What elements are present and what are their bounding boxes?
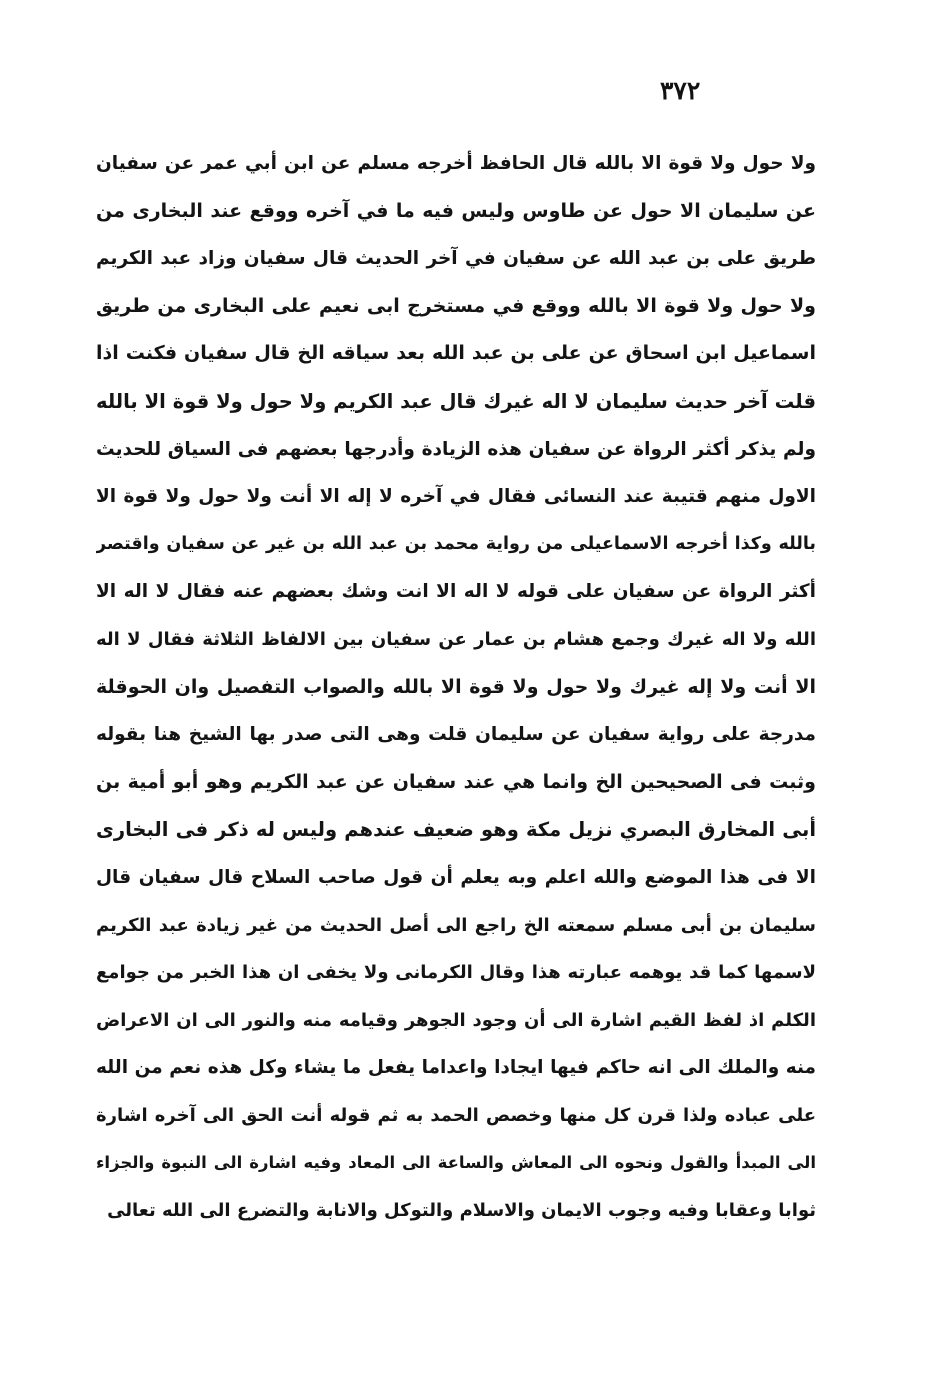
text-line: ولا حول ولا قوة الا بالله قال الحافظ أخرجه مسلم عن ابن أبي عمر عن سفيان	[96, 153, 816, 174]
text-line: الا فى هذا الموضع والله اعلم وبه يعلم أن قول صاحب السلاح قال سفيان قال	[96, 866, 816, 888]
text-line: اسماعيل ابن اسحاق عن على بن عبد الله بعد سياقه الخ قال سفيان فكنت اذا	[96, 342, 816, 365]
text-line: ثوابا وعقابا وفيه وجوب الايمان والاسلام والتوكل والانابة والتضرع الى الله تعالى	[107, 1200, 816, 1222]
text-line: الله ولا اله غيرك وجمع هشام بن عمار عن سفيان بين الالفاظ الثلاثة فقال لا اله	[96, 628, 816, 650]
text-line: لاسمها كما قد يوهمه عبارته هذا وقال الكرمانى ولا يخفى ان هذا الخبر من جوامع	[96, 962, 816, 984]
text-line: سليمان بن أبى مسلم سمعته الخ راجع الى أصل الحديث من غير زيادة عبد الكريم	[96, 914, 816, 936]
text-line: منه والملك الى انه حاكم فيها ايجادا واعداما يفعل ما يشاء وكل هذه نعم من الله	[96, 1057, 816, 1079]
body-text	[96, 140, 816, 1235]
text-line: عن سليمان الا حول عن طاوس وليس فيه ما في آخره ووقع عند البخارى من	[96, 199, 816, 222]
text-line: أكثر الرواة عن سفيان على قوله لا اله الا انت وشك بعضهم عنه فقال لا اله الا	[96, 581, 816, 603]
text-line: قلت آخر حديث سليمان لا اله غيرك قال عبد الكريم ولا حول ولا قوة الا بالله	[96, 389, 816, 413]
text-line: ولم يذكر أكثر الرواة عن سفيان هذه الزيادة وأدرجها بعضهم فى السياق للحديث	[96, 438, 816, 460]
page-number: ٣٧٢	[660, 76, 701, 105]
text-line: الكلم اذ لفظ القيم اشارة الى أن وجود الجوهر وقيامه منه والنور الى ان الاعراض	[96, 1009, 816, 1031]
text-line: طريق على بن عبد الله عن سفيان في آخر الحديث قال سفيان وزاد عبد الكريم	[96, 248, 816, 270]
text-line: بالله وكذا أخرجه الاسماعيلى من رواية محمد بن عبد الله بن غير عن سفيان واقتصر	[96, 533, 816, 554]
text-line: الا أنت ولا إله غيرك ولا حول ولا قوة الا بالله والصواب التفصيل وان الحوقلة	[96, 675, 816, 698]
text-line: وثبت فى الصحيحين الخ وانما هي عند سفيان عن عبد الكريم وهو أبو أمية بن	[96, 770, 816, 793]
text-line: ولا حول ولا قوة الا بالله ووقع في مستخرج ابى نعيم على البخارى من طريق	[96, 294, 816, 317]
text-line: الى المبدأ والقول ونحوه الى المعاش والساعة الى المعاد وفيه اشارة الى النبوة والجزاء	[96, 1153, 816, 1173]
text-line: الاول منهم قتيبة عند النسائى فقال في آخره لا إله الا أنت ولا حول ولا قوة الا	[96, 486, 816, 508]
text-line: مدرجة على رواية سفيان عن سليمان قلت وهى التى صدر بها الشيخ هنا بقوله	[96, 724, 816, 746]
text-line: على عباده ولذا قرن كل منها وخصص الحمد به ثم قوله أنت الحق الى آخره اشارة	[96, 1104, 816, 1126]
text-line: أبى المخارق البصري نزيل مكة وهو ضعيف عندهم وليس له ذكر فى البخارى	[96, 818, 816, 842]
